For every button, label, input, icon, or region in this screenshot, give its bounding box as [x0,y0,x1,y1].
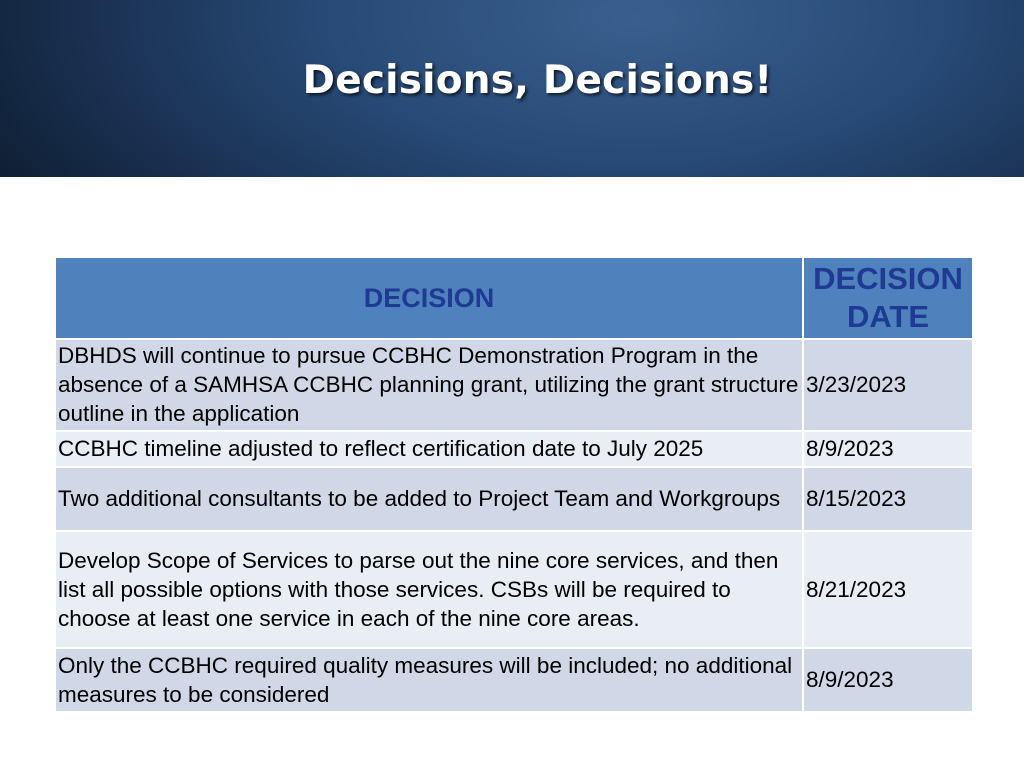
decisions-table [54,256,974,713]
table-row [55,531,973,648]
slide-title: Decisions, Decisions! [302,58,773,103]
table-row [55,431,973,467]
decision-cell: CCBHC timeline adjusted to reflect certification date to July 2025 [55,431,803,467]
date-cell: 8/15/2023 [803,467,973,531]
decision-cell: Develop Scope of Services to parse out the nine core services, and then list all possible options with those services. CSBs will be required to choose at least one service in each of the nine core areas. [55,531,803,648]
table-header-row [55,257,973,339]
decision-date-column-header: DECISION DATE [803,257,973,339]
table-row [55,339,973,431]
decision-column-header: DECISION [55,257,803,339]
date-cell: 3/23/2023 [803,339,973,431]
decision-cell: Two additional consultants to be added to Project Team and Workgroups [55,467,803,531]
date-cell: 8/9/2023 [803,648,973,712]
decision-cell: DBHDS will continue to pursue CCBHC Demonstration Program in the absence of a SAMHSA CCBHC planning grant, utilizing the grant structure outline in the application [55,339,803,431]
table-row [55,467,973,531]
table-row [55,648,973,712]
decision-cell: Only the CCBHC required quality measures will be included; no additional measures to be considered [55,648,803,712]
date-cell: 8/9/2023 [803,431,973,467]
date-cell: 8/21/2023 [803,531,973,648]
